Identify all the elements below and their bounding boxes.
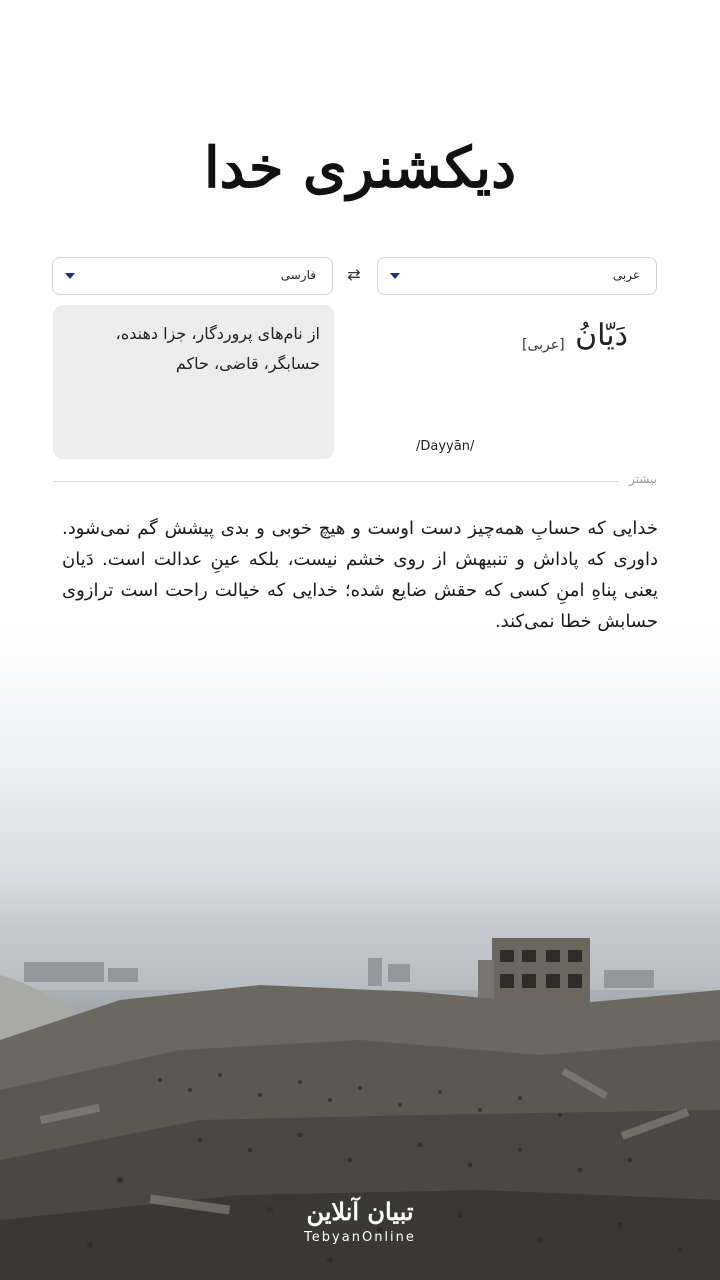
description-paragraph: خدایی که حسابِ همه‌چیز دست اوست و هیچ خوبی و بدی پیشش گم نمی‌شود. داوری که پاداش و تنبیهش از روی خشم نیست، بلکه عینِ عدالت است. دَیان یعنی پناهِ امنِ کسی که حقش ضایع شده؛ خدایی که خیالت راحت است ترازوی حسابش خطا نمی‌کند. bbox=[62, 518, 658, 632]
target-language-label: فارسی bbox=[280, 268, 316, 282]
divider bbox=[53, 481, 618, 482]
transliteration: /Dayyān/ bbox=[416, 439, 475, 454]
more-link[interactable]: بیشتر bbox=[629, 472, 657, 486]
definition-box bbox=[53, 305, 334, 459]
chevron-down-icon bbox=[65, 273, 75, 279]
swap-arrows-icon[interactable]: ⇄ bbox=[347, 265, 361, 284]
definition-text: از نام‌های پروردگار، جزا دهنده، حسابگر، قاضی، حاکم bbox=[115, 324, 320, 373]
source-language-label: عربی bbox=[612, 268, 640, 282]
page-title: دیکشنری خدا bbox=[203, 135, 517, 201]
target-language-select[interactable] bbox=[52, 257, 333, 295]
brand-logo bbox=[0, 1198, 720, 1245]
chevron-down-icon bbox=[390, 273, 400, 279]
language-tag: [عربی] bbox=[522, 337, 565, 353]
headword-container bbox=[575, 318, 628, 353]
source-language-select[interactable] bbox=[377, 257, 657, 295]
brand-name-en: TebyanOnline bbox=[304, 1230, 416, 1245]
headword: دَیّانُ bbox=[575, 318, 628, 353]
brand-name-fa: تبیان آنلاین bbox=[306, 1197, 414, 1226]
